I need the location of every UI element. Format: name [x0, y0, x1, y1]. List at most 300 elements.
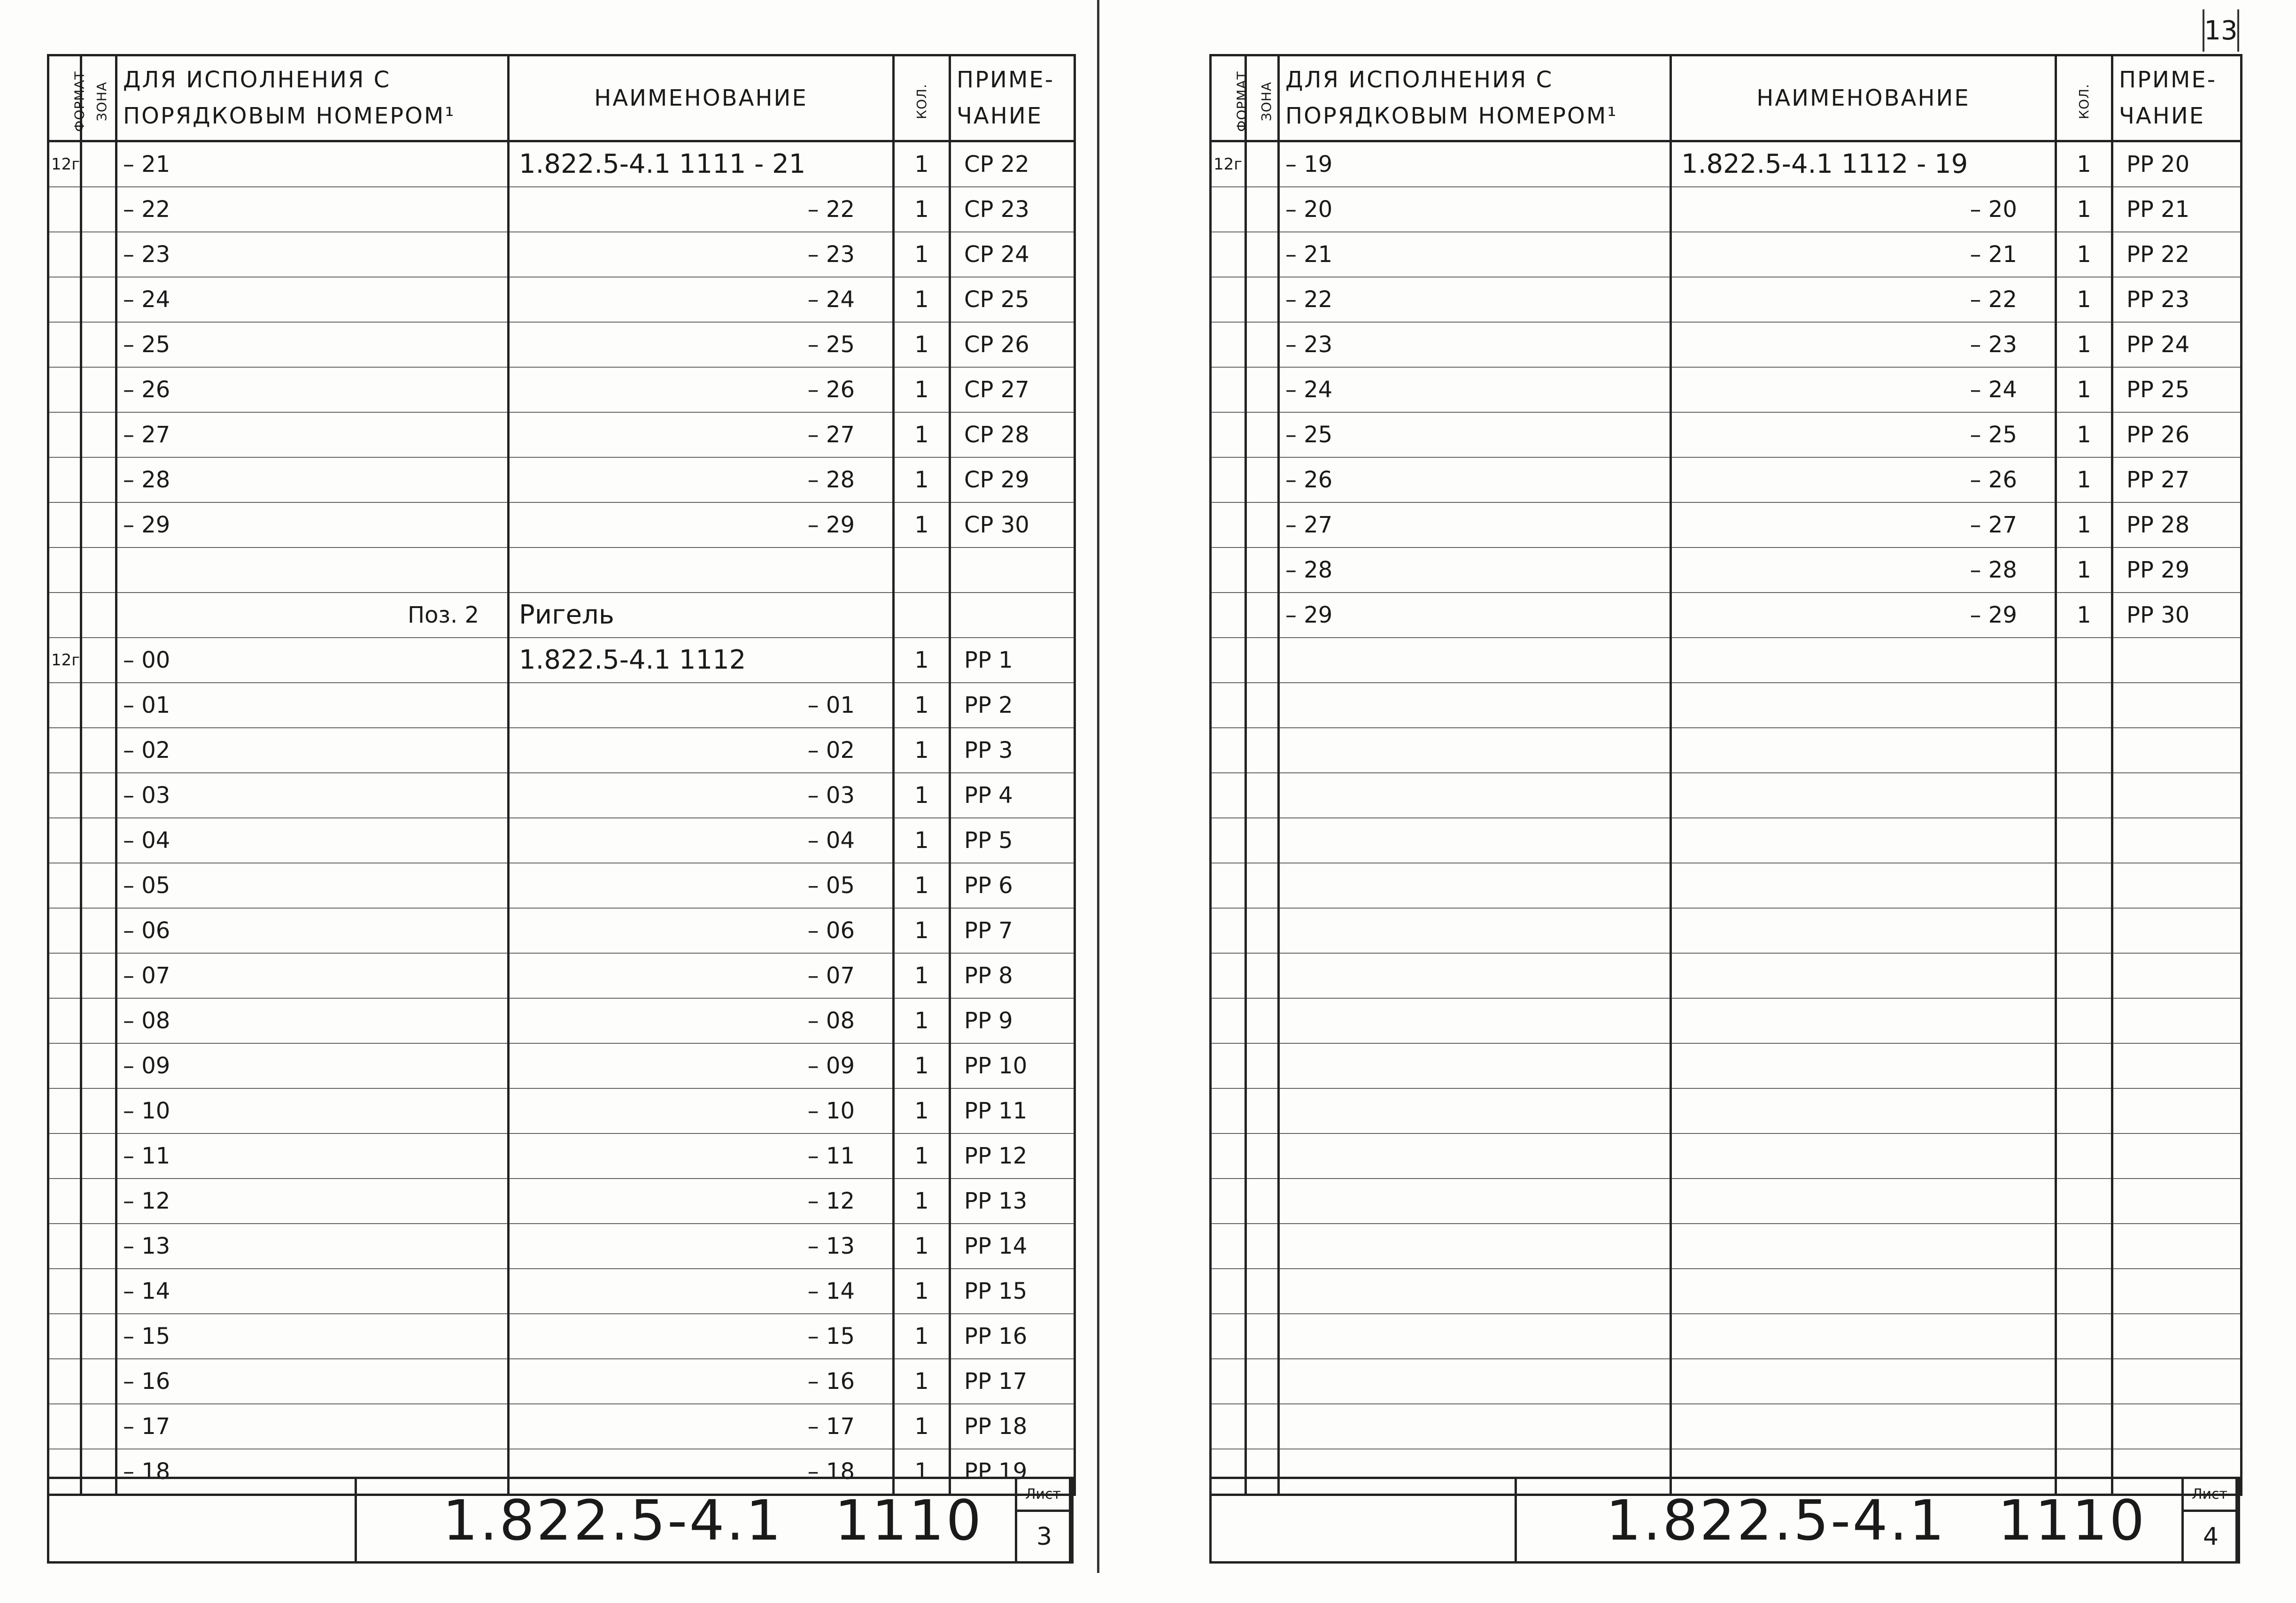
format-cell — [48, 412, 81, 457]
version-cell — [1279, 728, 1671, 773]
name-cell: – 27 — [509, 412, 894, 457]
format-cell — [1211, 1359, 1246, 1404]
format-cell — [48, 1269, 81, 1314]
format-cell — [1211, 1043, 1246, 1088]
format-cell — [48, 998, 81, 1043]
qty-cell — [2056, 683, 2112, 728]
spec-row — [1211, 728, 2242, 773]
spec-row — [48, 1359, 1075, 1404]
note-cell: РР 22 — [2112, 232, 2242, 277]
note-cell: РР 15 — [950, 1269, 1075, 1314]
format-cell — [48, 1314, 81, 1359]
name-cell: – 27 — [1671, 502, 2056, 547]
format-cell — [1211, 773, 1246, 818]
format-cell — [1211, 953, 1246, 998]
format-cell — [48, 502, 81, 547]
zone-cell — [81, 187, 116, 232]
qty-cell — [2056, 1179, 2112, 1224]
qty-cell — [2056, 1043, 2112, 1088]
name-cell: – 07 — [509, 953, 894, 998]
name-cell: – 12 — [509, 1179, 894, 1224]
version-cell: – 25 — [1279, 412, 1671, 457]
note-cell: РР 27 — [2112, 457, 2242, 502]
name-cell: – 04 — [509, 818, 894, 863]
format-cell — [48, 683, 81, 728]
qty-cell — [2056, 773, 2112, 818]
qty-cell: 1 — [894, 728, 950, 773]
zone-cell — [81, 457, 116, 502]
zone-cell — [1246, 1404, 1279, 1449]
note-cell: РР 14 — [950, 1224, 1075, 1269]
note-cell — [2112, 1088, 2242, 1133]
name-cell — [1671, 1133, 2056, 1179]
spec-row — [48, 953, 1075, 998]
name-cell: – 26 — [1671, 457, 2056, 502]
name-cell — [509, 547, 894, 593]
version-cell — [1279, 638, 1671, 683]
name-cell: – 06 — [509, 908, 894, 953]
zone-cell — [81, 1179, 116, 1224]
qty-cell: 1 — [894, 187, 950, 232]
name-cell: – 16 — [509, 1359, 894, 1404]
qty-cell — [2056, 818, 2112, 863]
spec-row — [1211, 1179, 2242, 1224]
version-cell — [1279, 773, 1671, 818]
spec-row — [48, 638, 1075, 683]
note-cell: РР 8 — [950, 953, 1075, 998]
spec-row — [48, 773, 1075, 818]
qty-cell — [2056, 1314, 2112, 1359]
format-cell — [48, 1404, 81, 1449]
qty-cell: 1 — [894, 953, 950, 998]
zone-cell — [81, 232, 116, 277]
format-cell — [48, 457, 81, 502]
qty-cell: 1 — [894, 277, 950, 322]
name-cell: – 01 — [509, 683, 894, 728]
version-cell: – 21 — [1279, 232, 1671, 277]
spec-table-right — [1209, 54, 2242, 1496]
note-cell: РР 16 — [950, 1314, 1075, 1359]
qty-cell: 1 — [894, 1179, 950, 1224]
format-cell — [1211, 232, 1246, 277]
note-cell: СР 28 — [950, 412, 1075, 457]
qty-cell — [2056, 1133, 2112, 1179]
zone-cell — [81, 998, 116, 1043]
zone-cell — [1246, 367, 1279, 412]
name-cell: – 11 — [509, 1133, 894, 1179]
name-cell: – 08 — [509, 998, 894, 1043]
name-cell: – 26 — [509, 367, 894, 412]
version-cell: – 22 — [116, 187, 509, 232]
format-cell — [1211, 998, 1246, 1043]
note-cell — [2112, 1224, 2242, 1269]
format-cell — [48, 953, 81, 998]
qty-cell: 1 — [894, 1314, 950, 1359]
name-cell — [1671, 1404, 2056, 1449]
name-cell: – 17 — [509, 1404, 894, 1449]
name-cell: – 14 — [509, 1269, 894, 1314]
zone-cell — [1246, 187, 1279, 232]
zone-cell — [81, 1224, 116, 1269]
qty-cell: 1 — [894, 1449, 950, 1495]
note-header: ПРИМЕ-ЧАНИЕ — [950, 55, 1075, 141]
note-cell — [2112, 638, 2242, 683]
spec-row — [48, 502, 1075, 547]
qty-cell: 1 — [2056, 367, 2112, 412]
sheet-number: 3 — [1015, 1510, 1071, 1564]
note-cell: РР 11 — [950, 1088, 1075, 1133]
format-header: ФОРМАТ — [48, 55, 81, 141]
name-cell — [1671, 953, 2056, 998]
format-cell — [48, 547, 81, 593]
zone-cell — [1246, 1088, 1279, 1133]
name-cell — [1671, 1224, 2056, 1269]
version-cell: – 03 — [116, 773, 509, 818]
qty-cell: 1 — [894, 1224, 950, 1269]
zone-cell — [1246, 277, 1279, 322]
format-cell — [1211, 1224, 1246, 1269]
format-cell — [1211, 502, 1246, 547]
note-cell — [2112, 1133, 2242, 1179]
note-cell: СР 30 — [950, 502, 1075, 547]
name-cell — [1671, 728, 2056, 773]
version-cell: – 28 — [1279, 547, 1671, 593]
qty-cell — [894, 547, 950, 593]
note-header: ПРИМЕ-ЧАНИЕ — [2112, 55, 2242, 141]
zone-cell — [1246, 547, 1279, 593]
spec-row — [48, 367, 1075, 412]
name-cell: – 03 — [509, 773, 894, 818]
qty-cell: 1 — [894, 1359, 950, 1404]
qty-cell: 1 — [894, 141, 950, 187]
zone-cell — [81, 277, 116, 322]
qty-header: КОЛ. — [2056, 55, 2112, 141]
name-cell — [1671, 638, 2056, 683]
spec-row — [48, 187, 1075, 232]
zone-cell — [81, 728, 116, 773]
spec-row — [1211, 187, 2242, 232]
qty-cell: 1 — [894, 412, 950, 457]
spec-row — [1211, 277, 2242, 322]
note-cell — [2112, 773, 2242, 818]
zone-header: ЗОНА — [81, 55, 116, 141]
name-cell — [1671, 1359, 2056, 1404]
spec-row — [1211, 232, 2242, 277]
zone-header: ЗОНА — [1246, 55, 1279, 141]
qty-cell: 1 — [894, 457, 950, 502]
qty-cell: 1 — [894, 1088, 950, 1133]
qty-cell: 1 — [2056, 141, 2112, 187]
version-cell — [1279, 1224, 1671, 1269]
spec-row — [1211, 547, 2242, 593]
note-cell — [2112, 1043, 2242, 1088]
version-cell: – 11 — [116, 1133, 509, 1179]
note-cell: РР 20 — [2112, 141, 2242, 187]
qty-cell: 1 — [2056, 322, 2112, 367]
version-cell — [1279, 953, 1671, 998]
qty-cell: 1 — [894, 232, 950, 277]
zone-cell — [81, 547, 116, 593]
name-cell: – 25 — [1671, 412, 2056, 457]
spec-row — [48, 141, 1075, 187]
format-cell — [1211, 1314, 1246, 1359]
version-header: ДЛЯ ИСПОЛНЕНИЯ С ПОРЯДКОВЫМ НОМЕРОМ¹ — [1279, 55, 1671, 141]
note-cell: РР 25 — [2112, 367, 2242, 412]
spec-row — [1211, 1224, 2242, 1269]
note-cell — [2112, 1314, 2242, 1359]
note-cell: СР 22 — [950, 141, 1075, 187]
zone-cell — [81, 1314, 116, 1359]
qty-cell: 1 — [894, 863, 950, 908]
zone-cell — [81, 1088, 116, 1133]
spec-row — [48, 1179, 1075, 1224]
note-cell: РР 28 — [2112, 502, 2242, 547]
version-cell: – 21 — [116, 141, 509, 187]
spec-row — [1211, 1404, 2242, 1449]
name-cell: – 28 — [509, 457, 894, 502]
spec-row — [48, 1269, 1075, 1314]
format-cell — [48, 773, 81, 818]
spec-row — [48, 863, 1075, 908]
version-cell: – 26 — [116, 367, 509, 412]
zone-cell — [81, 1404, 116, 1449]
zone-cell — [81, 863, 116, 908]
qty-cell — [2056, 1269, 2112, 1314]
note-cell: РР 1 — [950, 638, 1075, 683]
sheet-label: Лист — [1015, 1477, 1071, 1512]
name-cell: – 24 — [509, 277, 894, 322]
sheet-number: 4 — [2181, 1510, 2238, 1564]
qty-cell — [894, 593, 950, 638]
version-cell: – 28 — [116, 457, 509, 502]
doc-code-b: 1110 — [1998, 1487, 2147, 1553]
note-cell: РР 12 — [950, 1133, 1075, 1179]
version-cell — [1279, 818, 1671, 863]
version-cell — [1279, 1269, 1671, 1314]
format-cell — [48, 367, 81, 412]
spec-row — [1211, 953, 2242, 998]
zone-cell — [1246, 773, 1279, 818]
format-cell — [48, 1224, 81, 1269]
name-header: НАИМЕНОВАНИЕ — [1671, 55, 2056, 141]
zone-cell — [81, 773, 116, 818]
version-cell: – 08 — [116, 998, 509, 1043]
format-cell — [1211, 412, 1246, 457]
version-cell: – 19 — [1279, 141, 1671, 187]
name-cell — [1671, 1314, 2056, 1359]
format-cell — [1211, 457, 1246, 502]
doc-code-box — [1515, 1477, 2238, 1564]
zone-cell — [81, 412, 116, 457]
version-cell: – 22 — [1279, 277, 1671, 322]
name-cell — [1671, 773, 2056, 818]
spec-body-left — [48, 55, 1075, 1495]
version-cell: – 23 — [1279, 322, 1671, 367]
version-header: ДЛЯ ИСПОЛНЕНИЯ С ПОРЯДКОВЫМ НОМЕРОМ¹ — [116, 55, 509, 141]
version-cell — [1279, 1359, 1671, 1404]
note-cell: РР 6 — [950, 863, 1075, 908]
name-cell: 1.822.5-4.1 1112 - 19 — [1671, 141, 2056, 187]
zone-cell — [1246, 863, 1279, 908]
name-cell — [1671, 908, 2056, 953]
qty-cell: 1 — [894, 1133, 950, 1179]
spec-row — [1211, 1043, 2242, 1088]
zone-cell — [1246, 1224, 1279, 1269]
version-cell: – 20 — [1279, 187, 1671, 232]
header-row — [1211, 55, 2242, 141]
note-cell: РР 18 — [950, 1404, 1075, 1449]
format-cell — [48, 1043, 81, 1088]
note-cell — [2112, 1359, 2242, 1404]
format-cell — [48, 1359, 81, 1404]
note-cell: РР 4 — [950, 773, 1075, 818]
name-cell: – 15 — [509, 1314, 894, 1359]
spec-row — [1211, 818, 2242, 863]
name-cell: – 28 — [1671, 547, 2056, 593]
version-cell: – 06 — [116, 908, 509, 953]
qty-cell: 1 — [2056, 277, 2112, 322]
note-cell: РР 5 — [950, 818, 1075, 863]
zone-cell — [81, 141, 116, 187]
zone-cell — [1246, 502, 1279, 547]
format-cell — [48, 908, 81, 953]
spec-row — [1211, 683, 2242, 728]
name-cell — [1671, 1043, 2056, 1088]
name-cell: – 05 — [509, 863, 894, 908]
doc-code-a: 1.822.5-4.1 — [442, 1487, 783, 1553]
format-cell — [1211, 683, 1246, 728]
note-cell: РР 17 — [950, 1359, 1075, 1404]
doc-code-box — [355, 1477, 1071, 1564]
qty-cell: 1 — [894, 683, 950, 728]
format-cell — [1211, 1269, 1246, 1314]
note-cell — [2112, 953, 2242, 998]
version-cell: – 04 — [116, 818, 509, 863]
format-cell — [1211, 322, 1246, 367]
zone-cell — [1246, 412, 1279, 457]
spec-row — [1211, 1088, 2242, 1133]
spec-row — [48, 998, 1075, 1043]
version-cell: – 27 — [1279, 502, 1671, 547]
note-cell: РР 29 — [2112, 547, 2242, 593]
zone-cell — [1246, 457, 1279, 502]
spec-row — [1211, 638, 2242, 683]
zone-cell — [81, 908, 116, 953]
spec-row — [48, 1133, 1075, 1179]
zone-cell — [1246, 953, 1279, 998]
version-cell — [116, 547, 509, 593]
zone-cell — [81, 638, 116, 683]
qty-cell — [2056, 1359, 2112, 1404]
note-cell — [2112, 1404, 2242, 1449]
note-cell — [2112, 1179, 2242, 1224]
qty-cell: 1 — [2056, 593, 2112, 638]
format-header: ФОРМАТ — [1211, 55, 1246, 141]
zone-cell — [81, 953, 116, 998]
spec-row — [1211, 502, 2242, 547]
spec-row — [48, 908, 1075, 953]
zone-cell — [1246, 683, 1279, 728]
name-cell — [1671, 1269, 2056, 1314]
note-cell: РР 13 — [950, 1179, 1075, 1224]
name-cell: – 09 — [509, 1043, 894, 1088]
zone-cell — [1246, 818, 1279, 863]
qty-cell — [2056, 1224, 2112, 1269]
version-cell: – 29 — [116, 502, 509, 547]
qty-cell: 1 — [894, 367, 950, 412]
spec-row — [48, 322, 1075, 367]
name-cell: 1.822.5-4.1 1112 — [509, 638, 894, 683]
version-cell: – 24 — [1279, 367, 1671, 412]
spec-row — [48, 547, 1075, 593]
version-cell: Поз. 2 — [116, 593, 509, 638]
doc-code-b: 1110 — [835, 1487, 983, 1553]
name-cell: – 23 — [1671, 322, 2056, 367]
format-cell — [48, 232, 81, 277]
name-cell: – 18 — [509, 1449, 894, 1495]
format-cell — [48, 863, 81, 908]
note-cell — [950, 547, 1075, 593]
sheet-label: Лист — [2181, 1477, 2238, 1512]
qty-cell: 1 — [2056, 412, 2112, 457]
name-cell — [1671, 683, 2056, 728]
zone-cell — [1246, 1359, 1279, 1404]
version-cell: – 01 — [116, 683, 509, 728]
format-cell — [1211, 367, 1246, 412]
title-block-right — [1209, 1477, 2240, 1564]
format-cell — [1211, 1088, 1246, 1133]
name-cell — [1671, 998, 2056, 1043]
note-cell — [2112, 863, 2242, 908]
spec-row — [1211, 1133, 2242, 1179]
name-cell: – 25 — [509, 322, 894, 367]
version-cell: – 13 — [116, 1224, 509, 1269]
title-block-left — [47, 1477, 1074, 1564]
zone-cell — [1246, 593, 1279, 638]
note-cell: СР 29 — [950, 457, 1075, 502]
qty-cell: 1 — [894, 322, 950, 367]
spec-row — [1211, 998, 2242, 1043]
name-cell: 1.822.5-4.1 1111 - 21 — [509, 141, 894, 187]
version-cell: – 12 — [116, 1179, 509, 1224]
version-cell — [1279, 998, 1671, 1043]
spec-row — [1211, 141, 2242, 187]
note-cell: РР 7 — [950, 908, 1075, 953]
name-cell: – 29 — [509, 502, 894, 547]
spec-row — [1211, 1359, 2242, 1404]
zone-cell — [81, 367, 116, 412]
qty-cell: 1 — [894, 1269, 950, 1314]
version-cell: – 25 — [116, 322, 509, 367]
qty-cell: 1 — [2056, 547, 2112, 593]
zone-cell — [81, 502, 116, 547]
version-cell — [1279, 683, 1671, 728]
format-cell — [1211, 277, 1246, 322]
format-cell — [1211, 863, 1246, 908]
spec-row — [48, 728, 1075, 773]
format-cell — [1211, 547, 1246, 593]
spec-table-left — [47, 54, 1076, 1496]
version-cell: – 05 — [116, 863, 509, 908]
name-header: НАИМЕНОВАНИЕ — [509, 55, 894, 141]
name-cell: – 13 — [509, 1224, 894, 1269]
format-cell: 12г — [1211, 141, 1246, 187]
spec-row — [48, 1088, 1075, 1133]
version-cell: – 16 — [116, 1359, 509, 1404]
note-cell: СР 27 — [950, 367, 1075, 412]
note-cell — [2112, 1269, 2242, 1314]
spec-row — [48, 412, 1075, 457]
